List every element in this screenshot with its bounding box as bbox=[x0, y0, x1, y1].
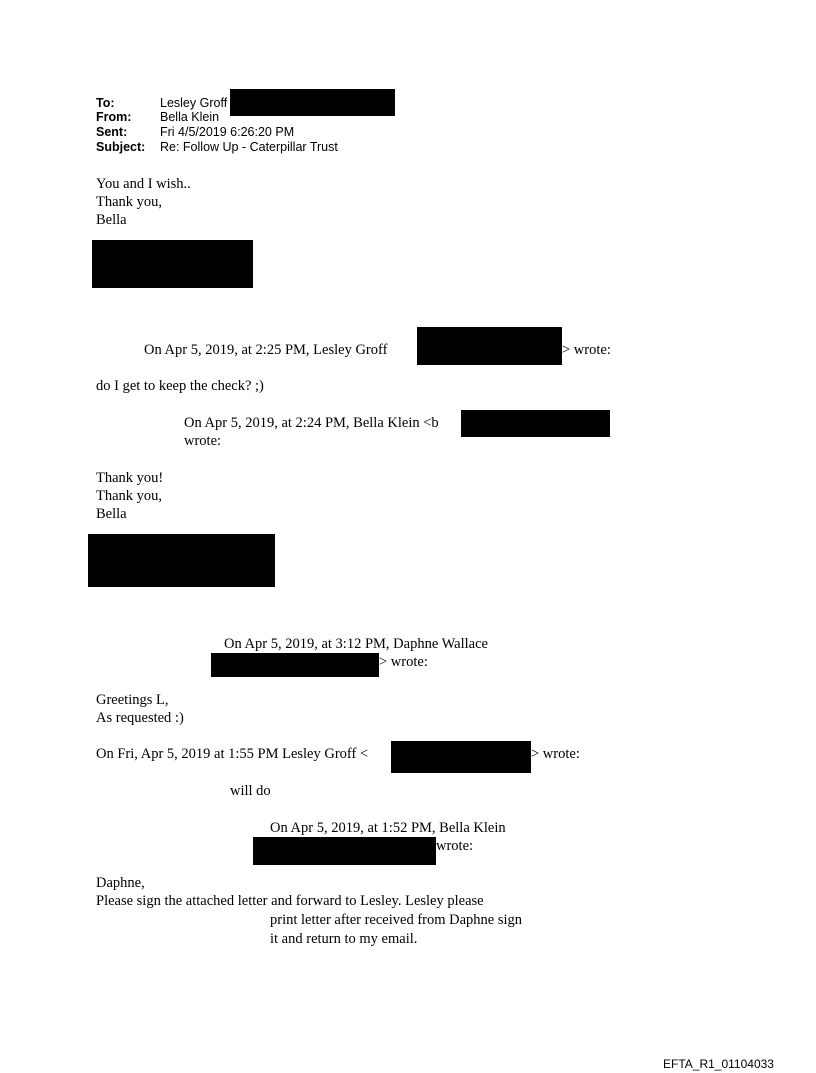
message-text: it and return to my email. bbox=[270, 931, 418, 947]
message-text bbox=[96, 691, 184, 727]
quote-header-line2: > wrote: bbox=[379, 654, 428, 670]
message-line: Thank you, bbox=[96, 194, 163, 210]
message-line: You and I wish.. bbox=[96, 176, 191, 192]
redaction-box bbox=[253, 837, 436, 865]
message-text bbox=[96, 469, 163, 523]
message-line: Greetings L, bbox=[96, 692, 169, 708]
message-line: Bella bbox=[96, 212, 127, 228]
quote-header-line2: wrote: bbox=[184, 433, 222, 449]
quote-header: On Apr 5, 2019, at 1:52 PM, Bella Klein bbox=[270, 820, 506, 836]
redaction-box bbox=[461, 410, 610, 437]
message-line: Thank you, bbox=[96, 488, 163, 504]
redaction-box bbox=[92, 240, 253, 288]
quote-header: On Apr 5, 2019, at 3:12 PM, Daphne Wallace bbox=[224, 636, 488, 652]
redaction-box bbox=[211, 653, 379, 677]
from-label: From: bbox=[96, 110, 132, 124]
sent-label: Sent: bbox=[96, 125, 128, 139]
message-text: will do bbox=[230, 783, 271, 799]
message-line: Bella bbox=[96, 506, 127, 522]
subject-value: Re: Follow Up - Caterpillar Trust bbox=[160, 140, 338, 154]
redaction-box bbox=[417, 327, 562, 365]
document-id: EFTA_R1_01104033 bbox=[663, 1057, 774, 1071]
subject-label: Subject: bbox=[96, 140, 146, 154]
to-label: To: bbox=[96, 96, 115, 110]
message-text: Daphne, bbox=[96, 875, 145, 891]
quote-header: On Apr 5, 2019, at 2:25 PM, Lesley Groff bbox=[144, 342, 388, 358]
redaction-box bbox=[88, 534, 275, 587]
redaction-box bbox=[230, 89, 395, 116]
message-line: Thank you! bbox=[96, 470, 164, 486]
message-line: As requested :) bbox=[96, 710, 184, 726]
message-text: Please sign the attached letter and forward to Lesley. Lesley please bbox=[96, 893, 484, 909]
quote-header: On Fri, Apr 5, 2019 at 1:55 PM Lesley Groff < bbox=[96, 746, 369, 762]
message-text bbox=[96, 175, 191, 229]
quote-header-tail: > wrote: bbox=[562, 342, 611, 358]
sent-value: Fri 4/5/2019 6:26:20 PM bbox=[160, 125, 295, 139]
quote-header-tail: > wrote: bbox=[531, 746, 580, 762]
to-value: Lesley Groff bbox=[160, 96, 228, 110]
quote-header: On Apr 5, 2019, at 2:24 PM, Bella Klein <b bbox=[184, 415, 439, 431]
quote-header-line2: wrote: bbox=[436, 838, 474, 854]
message-text: print letter after received from Daphne sign bbox=[270, 912, 523, 928]
message-text: do I get to keep the check? ;) bbox=[96, 378, 264, 394]
from-value: Bella Klein bbox=[160, 110, 220, 124]
redaction-box bbox=[391, 741, 531, 773]
